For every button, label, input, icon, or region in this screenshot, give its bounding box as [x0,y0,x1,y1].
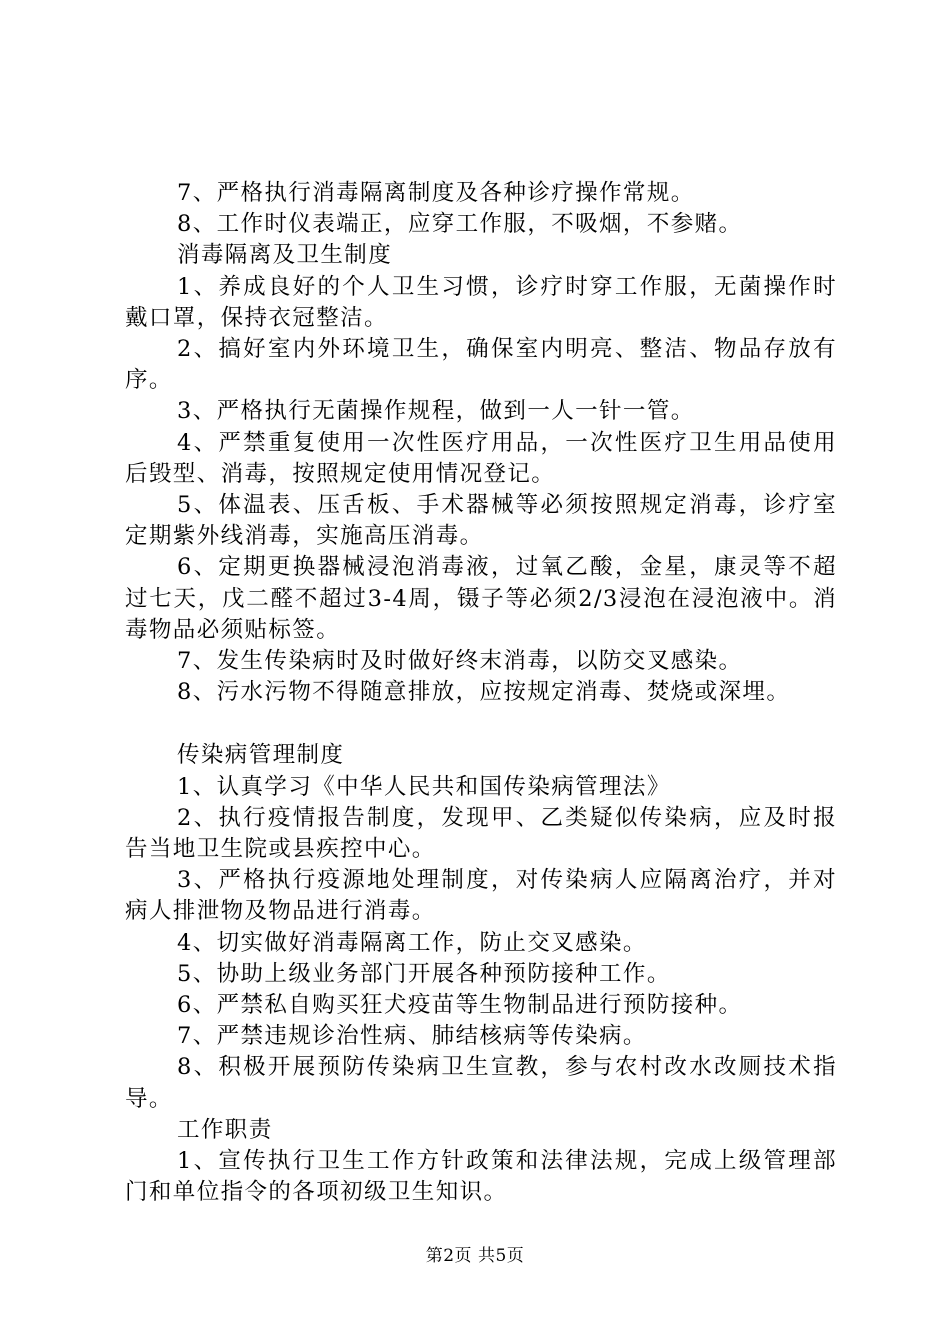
paragraph-item: 1、认真学习《中华人民共和国传染病管理法》 [177,773,671,800]
paragraph-item: 2、执行疫情报告制度，发现甲、乙类疑似传染病，应及时报告当地卫生院或县疾控中心。 [125,804,837,863]
paragraph-item: 7、严禁违规诊治性病、肺结核病等传染病。 [177,1023,647,1050]
paragraph-item: 3、严格执行无菌操作规程，做到一人一针一管。 [177,398,695,425]
paragraph-item: 5、协助上级业务部门开展各种预防接种工作。 [177,960,671,987]
paragraph-item: 4、切实做好消毒隔离工作，防止交叉感染。 [177,929,647,956]
blank-line [125,708,837,740]
section-title-disinfection: 消毒隔离及卫生制度 [177,242,393,269]
paragraph-item: 6、定期更换器械浸泡消毒液，过氧乙酸，金星，康灵等不超过七天，戊二醛不超过3-4周，镊子等必须2/3浸泡在浸泡液中。消毒物品必须贴标签。 [125,554,837,643]
paragraph-item: 8、积极开展预防传染病卫生宣教，参与农村改水改厕技术指导。 [125,1054,837,1112]
paragraph-item: 8、污水污物不得随意排放，应按规定消毒、焚烧或深埋。 [177,679,791,706]
paragraph-item: 1、养成良好的个人卫生习惯，诊疗时穿工作服，无菌操作时戴口罩，保持衣冠整洁。 [125,273,837,331]
paragraph-item: 4、严禁重复使用一次性医疗用品，一次性医疗卫生用品使用后毁型、消毒，按照规定使用情况登记。 [125,429,837,487]
section-title-duties: 工作职责 [177,1116,273,1143]
section-title-infectious-disease: 传染病管理制度 [177,742,345,769]
paragraph-item: 8、工作时仪表端正，应穿工作服，不吸烟，不参赌。 [177,211,743,238]
paragraph-item: 3、严格执行疫源地处理制度，对传染病人应隔离治疗，并对病人排泄物及物品进行消毒。 [125,867,837,925]
paragraph-item: 6、严禁私自购买狂犬疫苗等生物制品进行预防接种。 [177,992,743,1019]
paragraph-item: 7、发生传染病时及时做好终末消毒，以防交叉感染。 [177,648,743,675]
page-number: 第2页 共5页 [425,1246,525,1266]
document-body [125,178,837,1209]
paragraph-item: 1、宣传执行卫生工作方针政策和法律法规，完成上级管理部门和单位指令的各项初级卫生知识。 [125,1148,837,1206]
paragraph-item: 2、搞好室内外环境卫生，确保室内明亮、整洁、物品存放有序。 [125,336,837,394]
paragraph-item: 7、严格执行消毒隔离制度及各种诊疗操作常规。 [177,180,695,206]
paragraph-item: 5、体温表、压舌板、手术器械等必须按照规定消毒，诊疗室定期紫外线消毒，实施高压消毒。 [125,492,837,550]
